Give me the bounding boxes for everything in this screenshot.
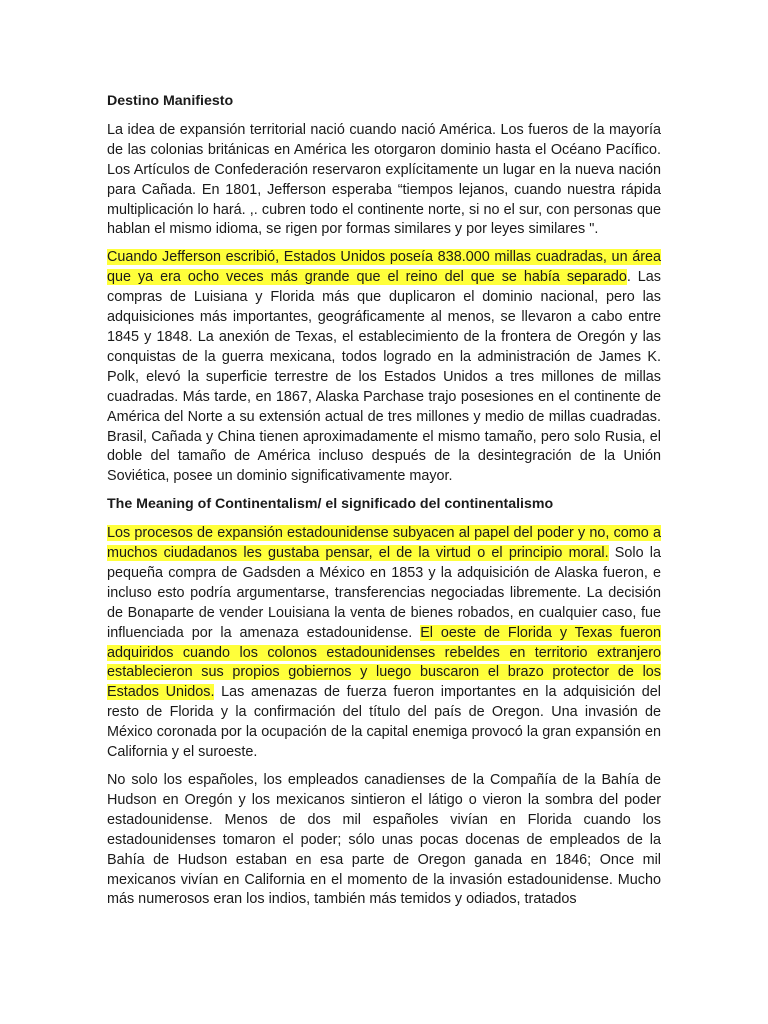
paragraph-3 [107, 524, 661, 763]
paragraph-text: Las amenazas de fuerza fueron importantes en la adquisición del resto de Florida y la confirmación del título del país de Oregon. Una invasión de México coronada por la ocupación de la capital enemiga provocó la gran expansión en California y el suroeste. [107, 684, 661, 761]
document-page [107, 92, 661, 918]
paragraph-2 [107, 248, 661, 487]
paragraph-4: No solo los españoles, los empleados canadienses de la Compañía de la Bahía de Hudson en Oregón y los mexicanos sintieron el látigo o vieron la sombra del poder estadounidense. Menos de dos mil españoles vivían en Florida cuando los estadounidenses tomaron el poder; sólo unas pocas docenas de empleados de la Bahía de Hudson estaban en esa parte de Oregon ganada en 1846; Once mil mexicanos vivían en California en el momento de la invasión estadounidense. Mucho más numerosos eran los indios, también más temidos y odiados, tratados [107, 772, 661, 908]
paragraph-text: . Las compras de Luisiana y Florida más que duplicaron el dominio nacional, pero las adquisiciones más importantes, geográficamente al menos, se llevaron a cabo entre 1845 y 1848. La anexión de Texas, el establecimiento de la frontera de Oregón y las conquistas de la guerra mexicana, todos logrado en la administración de James K. Polk, elevó la superficie terrestre de los Estados Unidos a tres millones de millas cuadradas. Más tarde, en 1867, Alaska Parchase trajo posesiones en el continente de América del Norte a su extensión actual de tres millones y medio de millas cuadradas. Brasil, Cañada y China tienen aproximadamente el mismo tamaño, pero solo Rusia, el doble del tamaño de América incluso después de la desintegración de la Unión Soviética, posee un dominio significativamente mayor. [107, 269, 662, 485]
heading-destino-manifiesto: Destino Manifiesto [107, 93, 234, 109]
paragraph-1: La idea de expansión territorial nació cuando nació América. Los fueros de la mayoría de las colonias británicas en América les otorgaron dominio hasta el Océano Pacífico. Los Artículos de Confederación reservaron explícitamente un lugar en la nueva nación para Cañada. En 1801, Jefferson esperaba “tiempos lejanos, cuando nuestra rápida multiplicación lo hará. ,. cubren todo el continente norte, si no el sur, con personas que hablan el mismo idioma, se rigen por formas similares y por leyes similares ". [107, 121, 661, 238]
highlighted-text: El oeste de Florida y Texas fueron adquiridos cuando los colonos estadounidenses rebeldes en territorio extranjero establecieron sus propios gobiernos y luego buscaron el brazo protector de los Estados Unidos. [107, 624, 661, 701]
highlighted-text: Los procesos de expansión estadounidense subyacen al papel del poder y no, como a muchos ciudadanos les gustaba pensar, el de la virtud o el principio moral. [107, 525, 661, 562]
highlighted-text: Cuando Jefferson escribió, Estados Unidos poseía 838.000 millas cuadradas, un área que ya era ocho veces más grande que el reino del que se había separado [107, 249, 661, 286]
heading-continentalism: The Meaning of Continentalism/ el significado del continentalismo [107, 496, 554, 513]
paragraph-text: Solo la pequeña compra de Gadsden a México en 1853 y la adquisición de Alaska fueron, e incluso esto podría argumentarse, transferencias negociadas libremente. La decisión de Bonaparte de vender Louisiana la venta de bienes robados, en cualquier caso, fue influenciada por la amenaza estadounidense. [107, 545, 661, 641]
